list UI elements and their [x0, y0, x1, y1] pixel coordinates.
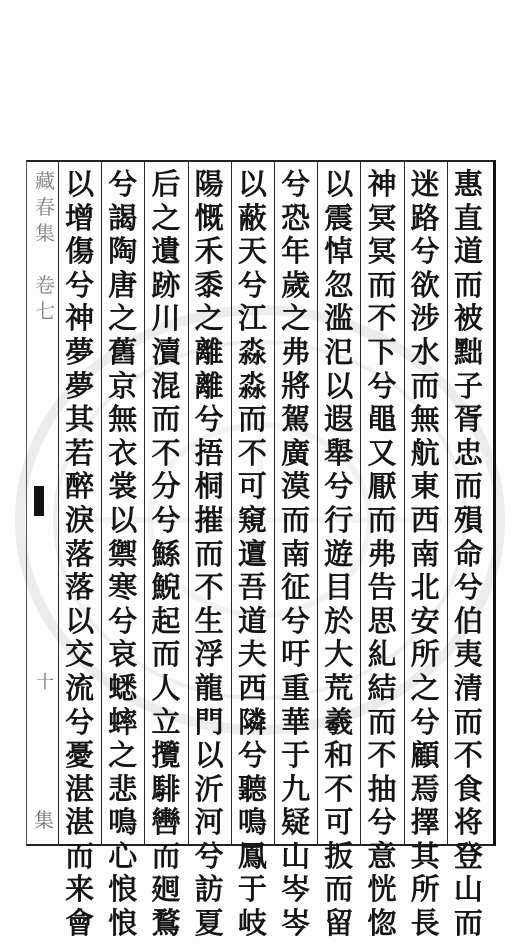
column-rule [274, 162, 275, 844]
text-char: 憂 [65, 738, 95, 773]
text-char: 門 [194, 704, 224, 739]
text-char: 滥 [324, 301, 354, 336]
text-char: 夢 [65, 334, 95, 369]
text-char: 以 [324, 368, 354, 403]
text-char: 冥 [367, 200, 397, 235]
margin-char: 集 [35, 221, 55, 245]
text-char: 不 [194, 570, 224, 605]
text-char: 傷 [65, 234, 95, 269]
text-char: 哀 [108, 637, 138, 672]
text-char: 于 [237, 872, 267, 907]
text-char: 兮 [367, 805, 397, 840]
text-char: 震 [324, 200, 354, 235]
text-char: 鯢 [151, 570, 181, 605]
text-char: 后 [151, 167, 181, 201]
text-char: 其 [410, 838, 440, 873]
text-char: 以 [237, 167, 267, 201]
margin-char: 七 [35, 299, 55, 323]
text-char: 禾 [194, 234, 224, 269]
text-char: 兮 [65, 267, 95, 302]
text-char: 兮 [237, 267, 267, 302]
text-char: 隣 [237, 704, 267, 739]
text-char: 兮 [367, 368, 397, 403]
text-char: 道 [237, 603, 267, 638]
column-rule [404, 162, 405, 844]
text-char: 東 [410, 469, 440, 504]
text-column [59, 167, 101, 941]
text-char: 混 [151, 368, 181, 403]
text-char: 以 [65, 167, 95, 201]
text-char: 之 [108, 301, 138, 336]
text-char: 荒 [324, 670, 354, 705]
text-char: 之 [194, 301, 224, 336]
text-char: 道 [453, 234, 483, 269]
text-char: 鳴 [237, 805, 267, 840]
text-char: 若 [65, 435, 95, 470]
folio-number: 十 [36, 672, 54, 693]
text-char: 𢌞 [151, 872, 181, 907]
text-char: 遐 [324, 402, 354, 437]
text-char: 岑 [281, 872, 311, 907]
text-char: 湛 [65, 805, 95, 840]
text-char: 其 [65, 402, 95, 437]
text-char: 而 [324, 872, 354, 907]
text-char: 駕 [281, 402, 311, 437]
text-char: 鶩 [151, 906, 181, 941]
column-rule [101, 162, 102, 844]
text-char: 而 [410, 368, 440, 403]
text-char: 之 [281, 301, 311, 336]
text-char: 思 [367, 603, 397, 638]
text-column [404, 167, 446, 941]
text-char: 於 [324, 603, 354, 638]
text-char: 分 [151, 469, 181, 504]
text-char: 廣 [281, 435, 311, 470]
text-char: 抽 [367, 771, 397, 806]
text-char: 遊 [324, 536, 354, 571]
text-char: 悢 [108, 906, 138, 941]
text-char: 擇 [410, 805, 440, 840]
text-char: 以 [108, 502, 138, 537]
text-char: 目 [324, 570, 354, 605]
text-char: 兮 [65, 704, 95, 739]
text-char: 不 [324, 771, 354, 806]
text-char: 悲 [108, 771, 138, 806]
text-char: 兮 [237, 738, 267, 773]
text-char: 遺 [151, 234, 181, 269]
text-char: 兮 [410, 704, 440, 739]
text-char: 下 [367, 334, 397, 369]
text-char: 攬 [151, 738, 181, 773]
text-char: 以 [65, 603, 95, 638]
text-char: 龍 [194, 670, 224, 705]
text-char: 離 [194, 334, 224, 369]
text-char: 而 [151, 838, 181, 873]
text-char: 山 [281, 838, 311, 873]
text-column [231, 167, 273, 941]
text-char: 轡 [151, 805, 181, 840]
text-char: 清 [453, 670, 483, 705]
text-char: 扳 [324, 838, 354, 873]
text-char: 行 [324, 502, 354, 537]
text-char: 惚 [367, 906, 397, 941]
text-char: 江 [237, 301, 267, 336]
text-char: 征 [281, 570, 311, 605]
text-column [102, 167, 144, 941]
text-char: 淚 [65, 502, 95, 537]
text-char: 寒 [108, 570, 138, 605]
text-char: 之 [410, 670, 440, 705]
text-char: 騑 [151, 771, 181, 806]
column-rule [231, 162, 232, 844]
text-char: 訪 [194, 872, 224, 907]
text-char: 邅 [237, 536, 267, 571]
text-char: 子 [453, 368, 483, 403]
text-char: 意 [367, 838, 397, 873]
text-char: 生 [194, 603, 224, 638]
margin-bottom-mark: 集 [34, 808, 54, 832]
margin-char: 藏 [35, 169, 55, 193]
text-char: 疑 [281, 805, 311, 840]
column-rule [144, 162, 145, 844]
text-char: 不 [453, 738, 483, 773]
text-char: 兮 [281, 603, 311, 638]
text-char: 淼 [237, 334, 267, 369]
text-char: 無 [410, 402, 440, 437]
text-char: 羲 [324, 704, 354, 739]
text-char: 兮 [108, 603, 138, 638]
text-char: 重 [281, 670, 311, 705]
text-char: 衣 [108, 435, 138, 470]
text-char: 無 [108, 402, 138, 437]
text-char: 九 [281, 771, 311, 806]
text-char: 天 [237, 234, 267, 269]
margin-char [32, 246, 58, 272]
text-char: 而 [65, 838, 95, 873]
text-char: 而 [367, 704, 397, 739]
text-char: 弗 [367, 536, 397, 571]
text-char: 兮 [151, 502, 181, 537]
text-char: 和 [324, 738, 354, 773]
text-char: 而 [151, 637, 181, 672]
text-char: 惠 [453, 167, 483, 201]
text-char: 兮 [194, 838, 224, 873]
text-char: 水 [410, 334, 440, 369]
text-char: 迷 [410, 167, 440, 201]
text-char: 夫 [237, 637, 267, 672]
text-char: 可 [324, 805, 354, 840]
text-char: 厭 [367, 469, 397, 504]
text-char: 鯀 [151, 536, 181, 571]
text-char: 兮 [108, 167, 138, 201]
text-column [318, 167, 360, 941]
text-char: 長 [410, 906, 440, 941]
text-char: 又 [367, 435, 397, 470]
text-char: 以 [194, 738, 224, 773]
text-char: 慨 [194, 200, 224, 235]
text-char: 年 [281, 234, 311, 269]
text-char: 醉 [65, 469, 95, 504]
text-char: 来 [65, 872, 95, 907]
text-char: 增 [65, 200, 95, 235]
text-char: 恐 [281, 200, 311, 235]
text-char: 歲 [281, 267, 311, 302]
text-char: 山 [453, 872, 483, 907]
text-char: 伯 [453, 603, 483, 638]
text-char: 而 [151, 402, 181, 437]
text-char: 舉 [324, 435, 354, 470]
text-char: 禦 [108, 536, 138, 571]
text-char: 跡 [151, 267, 181, 302]
text-char: 直 [453, 200, 483, 235]
text-char: 恍 [367, 872, 397, 907]
column-rule [58, 162, 59, 844]
text-char: 焉 [410, 771, 440, 806]
text-char: 桐 [194, 469, 224, 504]
text-char: 人 [151, 670, 181, 705]
text-char: 登 [453, 838, 483, 873]
text-char: 所 [410, 637, 440, 672]
text-char: 夏 [194, 906, 224, 941]
text-char: 謁 [108, 200, 138, 235]
text-char: 食 [453, 771, 483, 806]
text-char: 不 [367, 301, 397, 336]
text-char: 不 [367, 738, 397, 773]
text-char: 浮 [194, 637, 224, 672]
text-char: 西 [237, 670, 267, 705]
text-char: 淼 [237, 368, 267, 403]
text-char: 黍 [194, 267, 224, 302]
text-column [275, 167, 317, 941]
text-char: 陶 [108, 234, 138, 269]
text-char: 蔽 [237, 200, 267, 235]
text-char: 忽 [324, 267, 354, 302]
text-char: 留 [324, 906, 354, 941]
text-column [145, 167, 187, 941]
text-char: 華 [281, 704, 311, 739]
text-char: 南 [281, 536, 311, 571]
text-char: 将 [453, 805, 483, 840]
text-char: 捂 [194, 435, 224, 470]
text-char: 結 [367, 670, 397, 705]
fishtail-mark [34, 486, 44, 516]
text-char: 可 [237, 469, 267, 504]
text-char: 陽 [194, 167, 224, 201]
text-char: 鳴 [108, 805, 138, 840]
text-char: 立 [151, 704, 181, 739]
text-char: 舊 [108, 334, 138, 369]
text-char: 岑 [281, 906, 311, 941]
text-char: 而 [367, 267, 397, 302]
text-char: 蟀 [108, 704, 138, 739]
text-char: 神 [65, 301, 95, 336]
text-char: 不 [237, 435, 267, 470]
text-char: 命 [453, 536, 483, 571]
text-char: 而 [237, 402, 267, 437]
text-char: 流 [65, 670, 95, 705]
text-char: 夢 [65, 368, 95, 403]
margin-char: 卷 [35, 273, 55, 297]
text-char: 河 [194, 805, 224, 840]
text-char: 糺 [367, 637, 397, 672]
text-char: 悼 [324, 234, 354, 269]
text-char: 路 [410, 200, 440, 235]
text-char: 忠 [453, 435, 483, 470]
text-char: 落 [65, 570, 95, 605]
text-char: 大 [324, 637, 354, 672]
text-char: 汜 [324, 334, 354, 369]
text-char: 而 [453, 704, 483, 739]
text-char: 兮 [194, 402, 224, 437]
text-char: 西 [410, 502, 440, 537]
text-char: 南 [410, 536, 440, 571]
text-char: 裳 [108, 469, 138, 504]
text-char: 沂 [194, 771, 224, 806]
text-char: 落 [65, 536, 95, 571]
text-column [447, 167, 489, 941]
text-char: 將 [281, 368, 311, 403]
text-char: 而 [453, 267, 483, 302]
text-char: 安 [410, 603, 440, 638]
text-char: 弗 [281, 334, 311, 369]
column-rule [360, 162, 361, 844]
text-char: 吁 [281, 637, 311, 672]
text-char: 瀆 [151, 334, 181, 369]
text-char: 而 [281, 502, 311, 537]
text-char: 之 [151, 200, 181, 235]
text-char: 涉 [410, 301, 440, 336]
text-char: 于 [281, 738, 311, 773]
text-char: 漠 [281, 469, 311, 504]
text-char: 兮 [281, 167, 311, 201]
column-rule [447, 162, 448, 844]
text-char: 顧 [410, 738, 440, 773]
text-char: 起 [151, 603, 181, 638]
text-char: 兮 [410, 234, 440, 269]
text-char: 夷 [453, 637, 483, 672]
text-char: 窺 [237, 502, 267, 537]
text-char: 而 [367, 502, 397, 537]
text-char: 不 [151, 435, 181, 470]
text-char: 離 [194, 368, 224, 403]
margin-char: 春 [35, 195, 55, 219]
text-char: 被 [453, 301, 483, 336]
text-char: 岐 [237, 906, 267, 941]
text-column [361, 167, 403, 941]
text-char: 吾 [237, 570, 267, 605]
text-column [188, 167, 230, 941]
text-char: 之 [108, 738, 138, 773]
text-char: 胥 [453, 402, 483, 437]
column-rule [188, 162, 189, 844]
text-char: 鳳 [237, 838, 267, 873]
text-char: 殞 [453, 502, 483, 537]
text-char: 神 [367, 167, 397, 201]
text-char: 告 [367, 570, 397, 605]
text-char: 以 [324, 167, 354, 201]
text-char: 悢 [108, 872, 138, 907]
text-char: 京 [108, 368, 138, 403]
text-char: 而 [453, 469, 483, 504]
text-char: 北 [410, 570, 440, 605]
text-char: 冥 [367, 234, 397, 269]
text-char: 航 [410, 435, 440, 470]
text-char: 唐 [108, 267, 138, 302]
text-char: 川 [151, 301, 181, 336]
text-char: 欲 [410, 267, 440, 302]
text-char: 摧 [194, 502, 224, 537]
text-char: 聽 [237, 771, 267, 806]
text-char: 黽 [367, 402, 397, 437]
text-char: 湛 [65, 771, 95, 806]
text-char: 而 [453, 906, 483, 941]
text-char: 所 [410, 872, 440, 907]
text-char: 會 [65, 906, 95, 941]
text-char: 兮 [453, 570, 483, 605]
column-rule [317, 162, 318, 844]
text-char: 黜 [453, 334, 483, 369]
text-char: 蟋 [108, 670, 138, 705]
text-char: 兮 [324, 469, 354, 504]
text-char: 心 [108, 838, 138, 873]
text-char: 而 [194, 536, 224, 571]
text-char: 交 [65, 637, 95, 672]
